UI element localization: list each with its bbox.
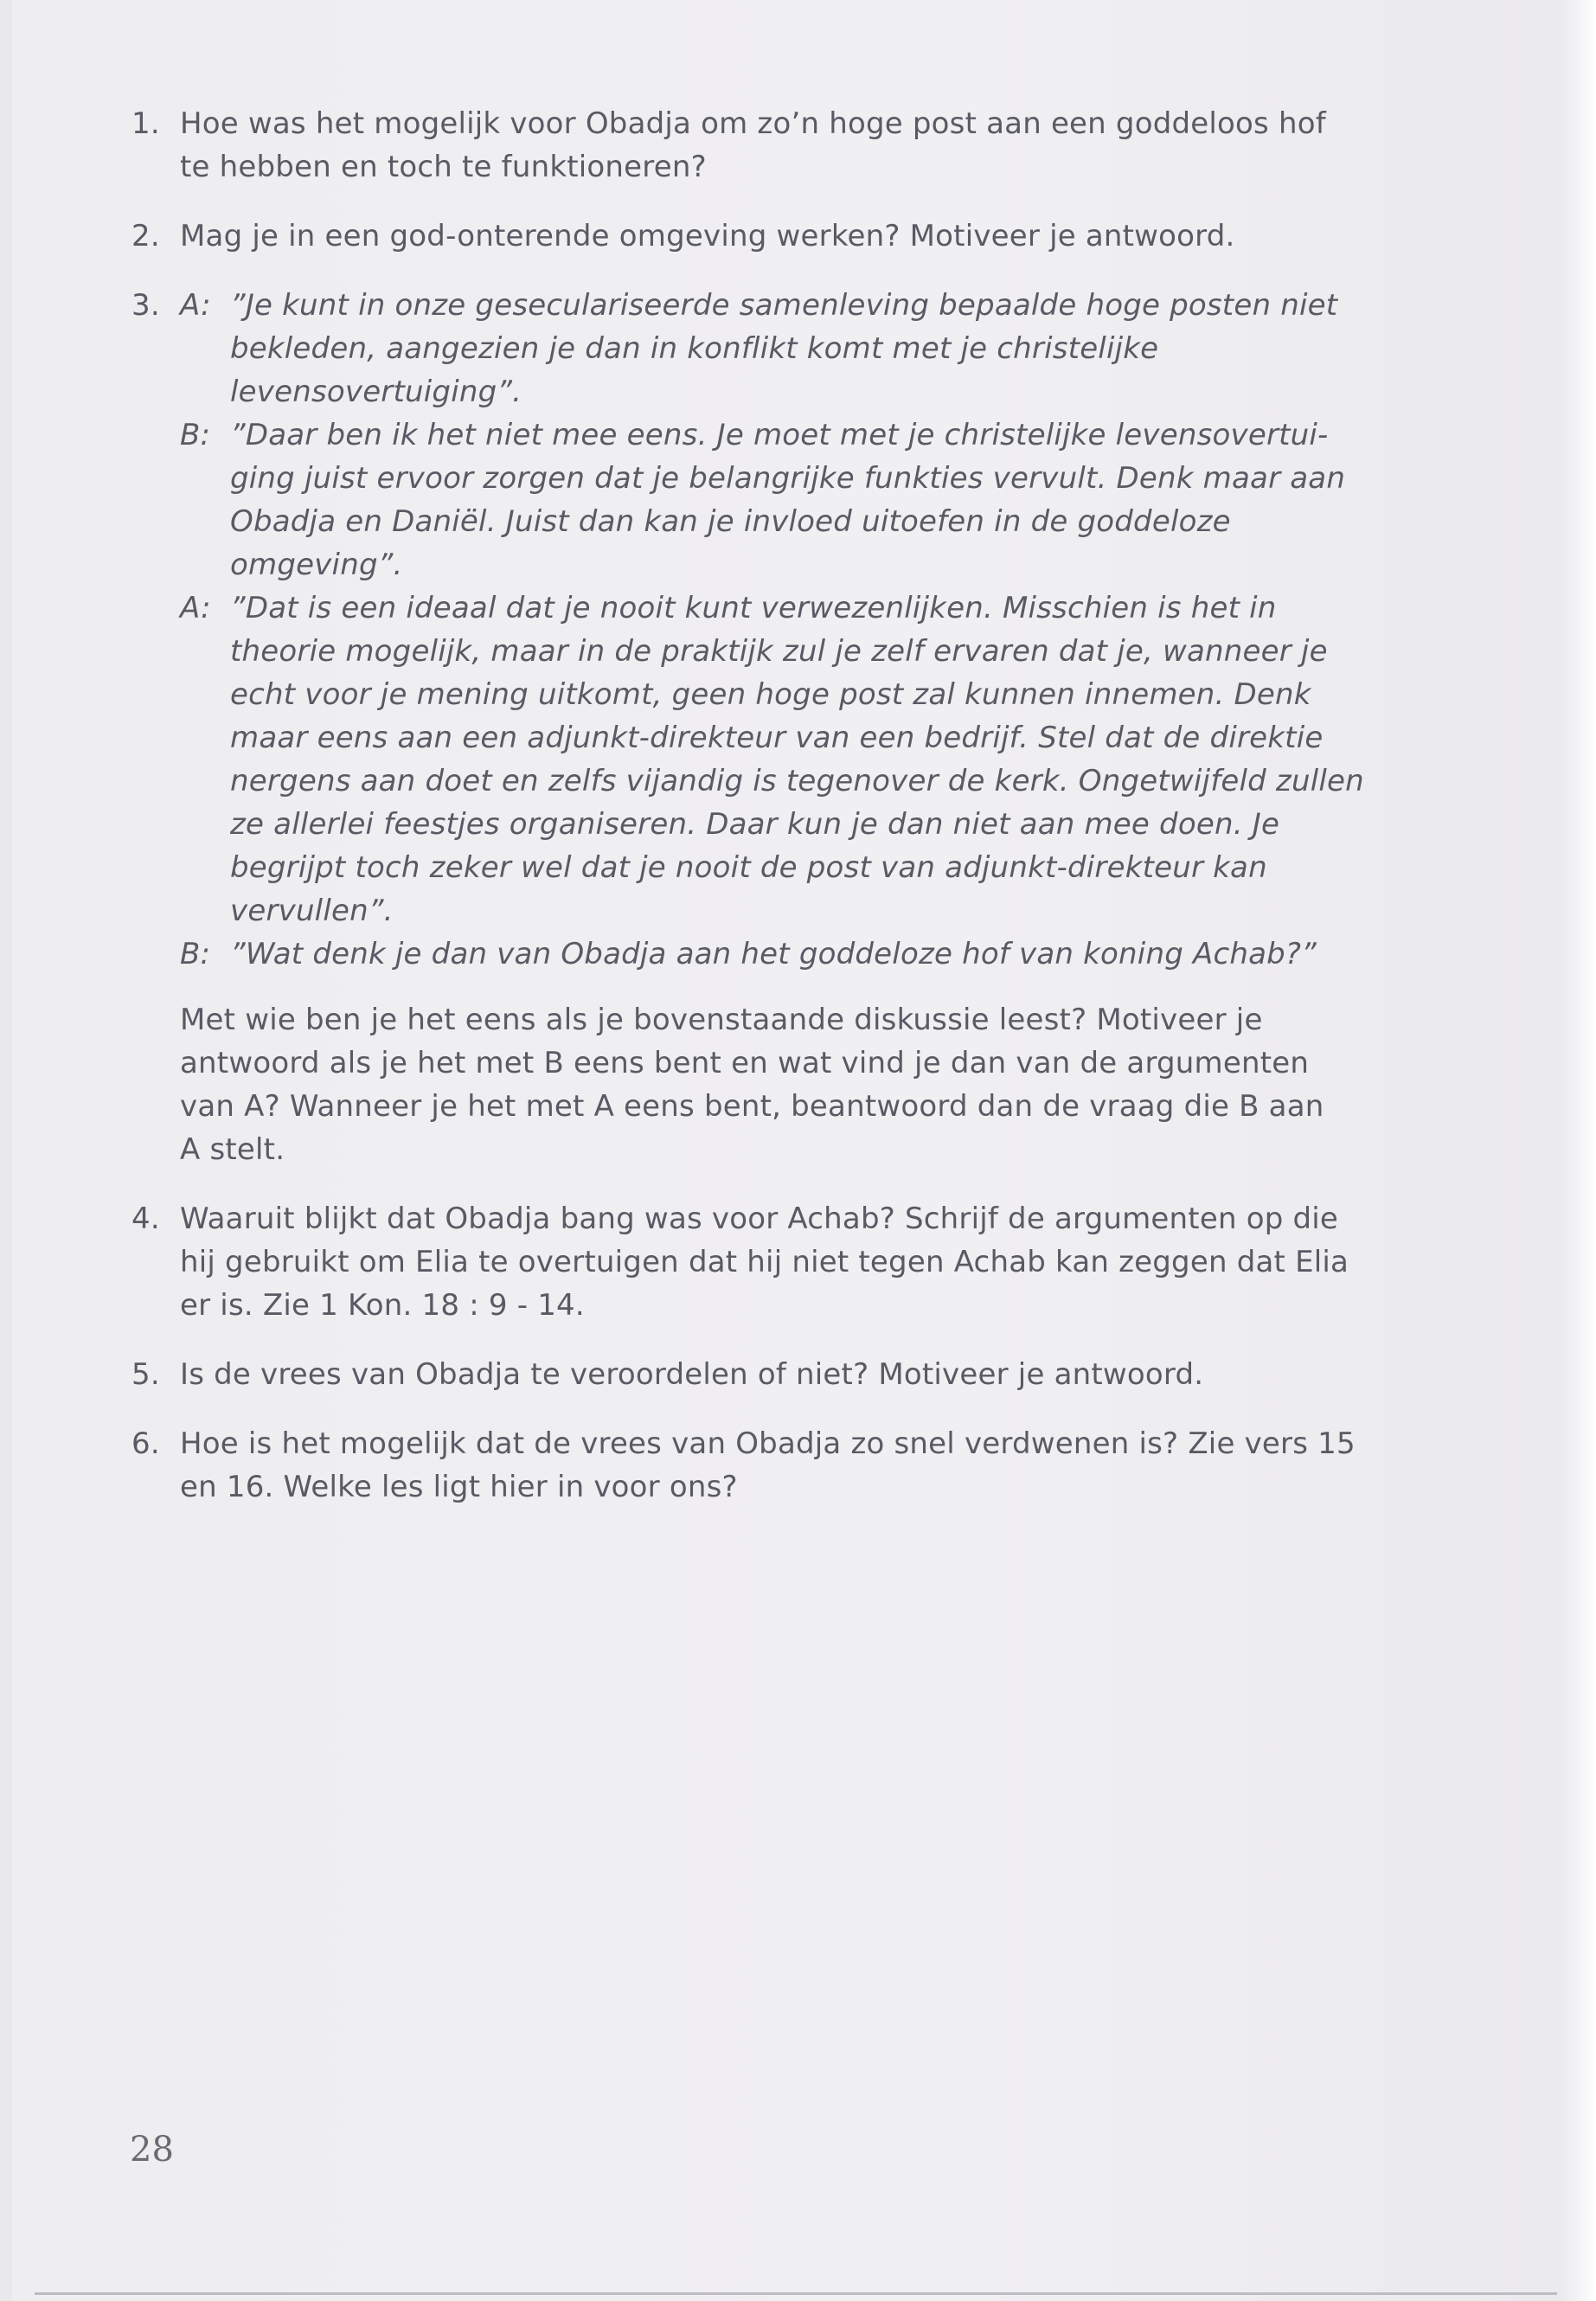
question-line: Hoe is het mogelijk dat de vrees van Obadja zo snel verdwenen is? Zie vers 15 <box>180 1426 1356 1461</box>
question-number: 1. <box>131 106 160 141</box>
dialogue-line: ”Wat denk je dan van Obadja aan het goddeloze hof van koning Achab?” <box>230 937 1317 971</box>
question-number: 4. <box>131 1202 160 1236</box>
question-line: en 16. Welke les ligt hier in voor ons? <box>180 1470 738 1504</box>
page-number: 28 <box>130 2130 174 2170</box>
dialogue-line: omgeving”. <box>230 548 403 582</box>
dialogue-line: theorie mogelijk, maar in de praktijk zul je zelf ervaren dat je, wanneer je <box>230 634 1328 669</box>
followup-line: Met wie ben je het eens als je bovenstaande diskussie leest? Motiveer je <box>180 1003 1263 1037</box>
dialogue-turn <box>180 413 1462 586</box>
question-followup <box>180 998 1462 1171</box>
dialogue-line: ze allerlei feestjes organiseren. Daar kun je dan niet aan mee doen. Je <box>230 807 1280 842</box>
question-number: 2. <box>131 219 160 253</box>
followup-line: van A? Wanneer je het met A eens bent, beantwoord dan de vraag die B aan <box>180 1089 1324 1124</box>
dialogue-line: levensovertuiging”. <box>230 375 522 409</box>
dialogue-line: ”Je kunt in onze geseculariseerde samenleving bepaalde hoge posten niet <box>230 288 1338 323</box>
question-line: Mag je in een god-onterende omgeving werken? Motiveer je antwoord. <box>180 219 1235 253</box>
question-number: 5. <box>131 1357 160 1392</box>
page-edge-shadow <box>1561 0 1596 2301</box>
question-4 <box>112 1197 1462 1327</box>
page-bottom-edge <box>35 2292 1557 2295</box>
dialogue-line: ”Daar ben ik het niet mee eens. Je moet met je christelijke levensovertui- <box>230 418 1329 452</box>
dialogue-turn <box>180 284 1462 413</box>
question-5 <box>112 1353 1462 1396</box>
dialogue-line: ”Dat is een ideaal dat je nooit kunt verwezenlijken. Misschien is het in <box>230 591 1277 625</box>
question-1 <box>112 102 1462 189</box>
question-3 <box>112 284 1462 1171</box>
question-line: Waaruit blijkt dat Obadja bang was voor Achab? Schrijf de argumenten op die <box>180 1202 1339 1236</box>
speaker-label: B: <box>180 937 211 971</box>
question-line: te hebben en toch te funktioneren? <box>180 150 707 184</box>
question-line: Hoe was het mogelijk voor Obadja om zo’n hoge post aan een goddeloos hof <box>180 106 1326 141</box>
dialogue-line: begrijpt toch zeker wel dat je nooit de post van adjunkt-direkteur kan <box>230 850 1267 885</box>
dialogue-line: echt voor je mening uitkomt, geen hoge post zal kunnen innemen. Denk <box>230 677 1311 712</box>
question-6 <box>112 1422 1462 1509</box>
question-line: Is de vrees van Obadja te veroordelen of niet? Motiveer je antwoord. <box>180 1357 1204 1392</box>
speaker-label: A: <box>180 288 211 323</box>
question-2 <box>112 215 1462 258</box>
question-line: er is. Zie 1 Kon. 18 : 9 - 14. <box>180 1288 585 1323</box>
dialogue-line: Obadja en Daniël. Juist dan kan je invloed uitoefen in de goddeloze <box>230 504 1231 539</box>
question-number: 3. <box>131 288 160 323</box>
followup-line: A stelt. <box>180 1132 285 1167</box>
question-list <box>112 102 1462 1509</box>
dialogue-line: maar eens aan een adjunkt-direkteur van een bedrijf. Stel dat de direktie <box>230 721 1324 755</box>
dialogue-turn <box>180 933 1462 976</box>
dialogue-line: ging juist ervoor zorgen dat je belangrijke funkties vervult. Denk maar aan <box>230 461 1346 496</box>
question-line: hij gebruikt om Elia te overtuigen dat hij niet tegen Achab kan zeggen dat Elia <box>180 1245 1349 1279</box>
speaker-label: A: <box>180 591 211 625</box>
dialogue-line: nergens aan doet en zelfs vijandig is tegenover de kerk. Ongetwijfeld zullen <box>230 764 1364 798</box>
speaker-label: B: <box>180 418 211 452</box>
question-number: 6. <box>131 1426 160 1461</box>
dialogue-line: bekleden, aangezien je dan in konflikt komt met je christelijke <box>230 331 1159 366</box>
dialogue-line: vervullen”. <box>230 894 394 928</box>
dialogue-turn <box>180 586 1462 933</box>
followup-line: antwoord als je het met B eens bent en wat vind je dan van de argumenten <box>180 1046 1310 1080</box>
